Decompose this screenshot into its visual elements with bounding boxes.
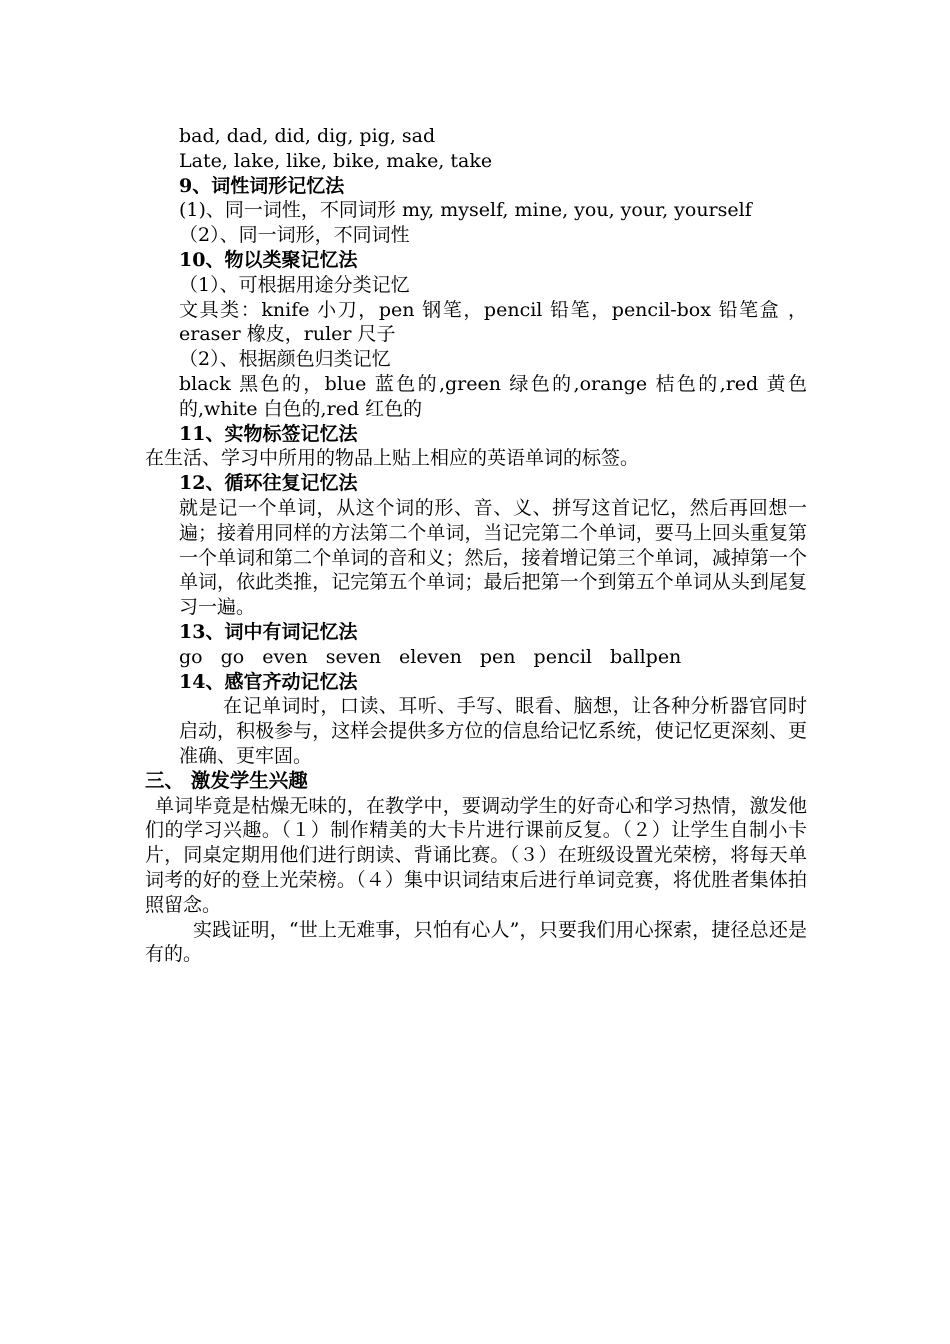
method-12-text: 就是记一个单词，从这个词的形、音、义、拼写这首记忆，然后再回想一遍；接着用同样的方法第二个单词，当记完第二个单词，要马上回头重复第一个单词和第二个单词的音和义；然后，接着增记第三个单词，减掉第一个单词，依此类推，记完第五个单词；最后把第一个到第五个单词从头到尾复习一遍。 bbox=[179, 496, 807, 619]
heading-method-14: 14、感官齐动记忆法 bbox=[179, 670, 358, 693]
document-body bbox=[145, 124, 807, 967]
section-3-heading: 三、 激发学生兴趣 bbox=[145, 768, 308, 792]
conclusion-paragraph: 实践证明，“世上无难事，只怕有心人”，只要我们用心探索，捷径总还是有的。 bbox=[145, 918, 807, 966]
color-words: black 黑色的，blue 蓝色的,green 绿色的,orange 桔色的,red 黄色的,white 白色的,red 红色的 bbox=[179, 372, 807, 420]
method-9-item-2: （2）、同一词形，不同词性 bbox=[179, 224, 410, 247]
stationery-words: 文具类：knife 小刀，pen 钢笔，pencil 铅笔，pencil-box 铅笔盒 ，eraser 橡皮，ruler 尺子 bbox=[179, 298, 807, 346]
heading-method-12: 12、循环往复记忆法 bbox=[179, 472, 358, 495]
word-list-rhymes-2: Late, lake, like, bike, make, take bbox=[179, 149, 493, 172]
method-11-text: 在生活、学习中所用的物品上贴上相应的英语单词的标签。 bbox=[145, 447, 640, 470]
heading-method-13: 13、词中有词记忆法 bbox=[179, 620, 358, 643]
method-10-item-2: （2）、根据颜色归类记忆 bbox=[179, 348, 391, 371]
word-in-word-list: go go even seven eleven pen pencil ballpen bbox=[179, 645, 682, 668]
heading-method-9: 9、词性词形记忆法 bbox=[179, 174, 345, 197]
section-3-paragraph: 单词毕竟是枯燥无味的，在教学中，要调动学生的好奇心和学习热情，激发他们的学习兴趣。（１）制作精美的大卡片进行课前反复。（２）让学生自制小卡片，同桌定期用他们进行朗读、背诵比赛。（３）在班级设置光荣榜，将每天单词考的好的登上光荣榜。（４）集中识词结束后进行单词竞赛，将优胜者集体拍照留念。 bbox=[145, 794, 807, 916]
word-list-rhymes-1: bad, dad, did, dig, pig, sad bbox=[179, 125, 436, 147]
method-9-item-1: (1)、同一词性，不同词形 my, myself, mine, you, your, yourself bbox=[179, 199, 752, 222]
heading-method-10: 10、物以类聚记忆法 bbox=[179, 248, 358, 271]
heading-method-11: 11、实物标签记忆法 bbox=[179, 422, 358, 445]
method-14-text: 在记单词时，口读、耳听、手写、眼看、脑想，让各种分析器官同时启动，积极参与，这样会提供多方位的信息给记忆系统，使记忆更深刻、更准确、更牢固。 bbox=[179, 695, 807, 767]
method-10-item-1: （1）、可根据用途分类记忆 bbox=[179, 273, 410, 296]
